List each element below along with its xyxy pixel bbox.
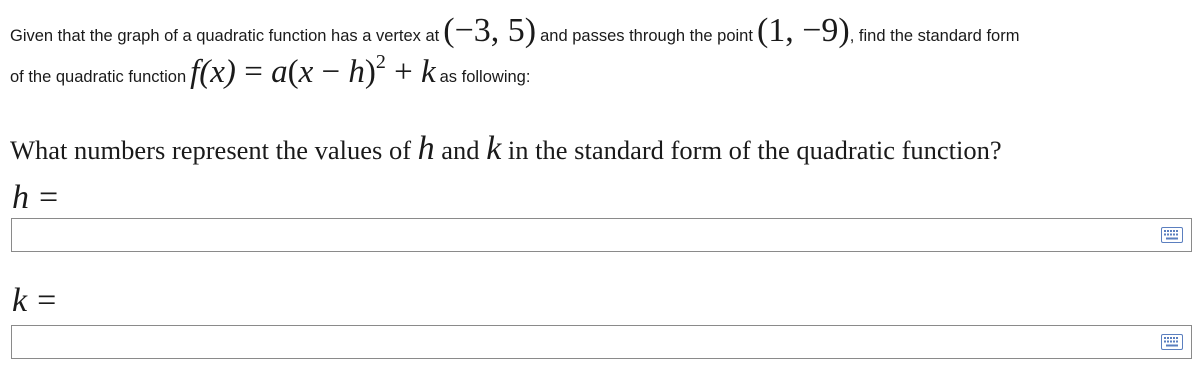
h-equals-sign: = xyxy=(39,179,59,216)
keyboard-icon xyxy=(1161,227,1183,243)
h-keyboard-button[interactable] xyxy=(1161,227,1183,243)
k-variable: k xyxy=(12,282,28,319)
formula-close-paren: ) xyxy=(364,54,376,90)
formula-plus: + xyxy=(385,54,421,90)
k-equals-sign: = xyxy=(37,282,57,319)
formula-x-paren: (x) xyxy=(199,54,236,90)
question-text-3: in the standard form of the quadratic function? xyxy=(507,135,1002,165)
question-var-h: h xyxy=(417,130,435,167)
intro-text-3: , find the standard form xyxy=(849,27,1020,45)
formula-open-paren: ( xyxy=(287,54,299,90)
problem-intro-line-1 xyxy=(10,14,1195,52)
question-text-1: What numbers represent the values of xyxy=(10,135,412,165)
formula-minus: − xyxy=(313,54,349,90)
question-var-k: k xyxy=(486,130,502,167)
h-answer-box[interactable] xyxy=(11,218,1192,252)
intro-text-4: of the quadratic function xyxy=(10,68,187,86)
intro-text-1: Given that the graph of a quadratic function has a vertex at xyxy=(10,27,440,45)
h-variable: h xyxy=(12,179,29,216)
standard-form-formula xyxy=(190,51,436,90)
k-answer-box[interactable] xyxy=(11,325,1192,359)
keyboard-icon xyxy=(1161,334,1183,350)
k-keyboard-button[interactable] xyxy=(1161,334,1183,350)
formula-f: f xyxy=(190,54,200,90)
intro-text-2: and passes through the point xyxy=(540,27,753,45)
question-text-2: and xyxy=(441,135,480,165)
formula-k: k xyxy=(420,54,436,90)
k-answer-label xyxy=(12,283,56,319)
question-text xyxy=(10,130,1002,168)
intro-text-5: as following: xyxy=(439,68,531,86)
formula-equals: = xyxy=(235,54,272,90)
formula-a: a xyxy=(271,54,288,90)
h-answer-label xyxy=(12,180,58,216)
problem-intro-line-2 xyxy=(10,51,910,97)
formula-exponent: 2 xyxy=(375,51,386,73)
pass-point: (1, −9) xyxy=(756,12,850,49)
h-answer-input[interactable] xyxy=(16,222,1160,250)
k-answer-input[interactable] xyxy=(16,329,1160,357)
formula-x: x xyxy=(298,54,314,90)
vertex-point: (−3, 5) xyxy=(443,12,537,49)
formula-h: h xyxy=(348,54,365,90)
